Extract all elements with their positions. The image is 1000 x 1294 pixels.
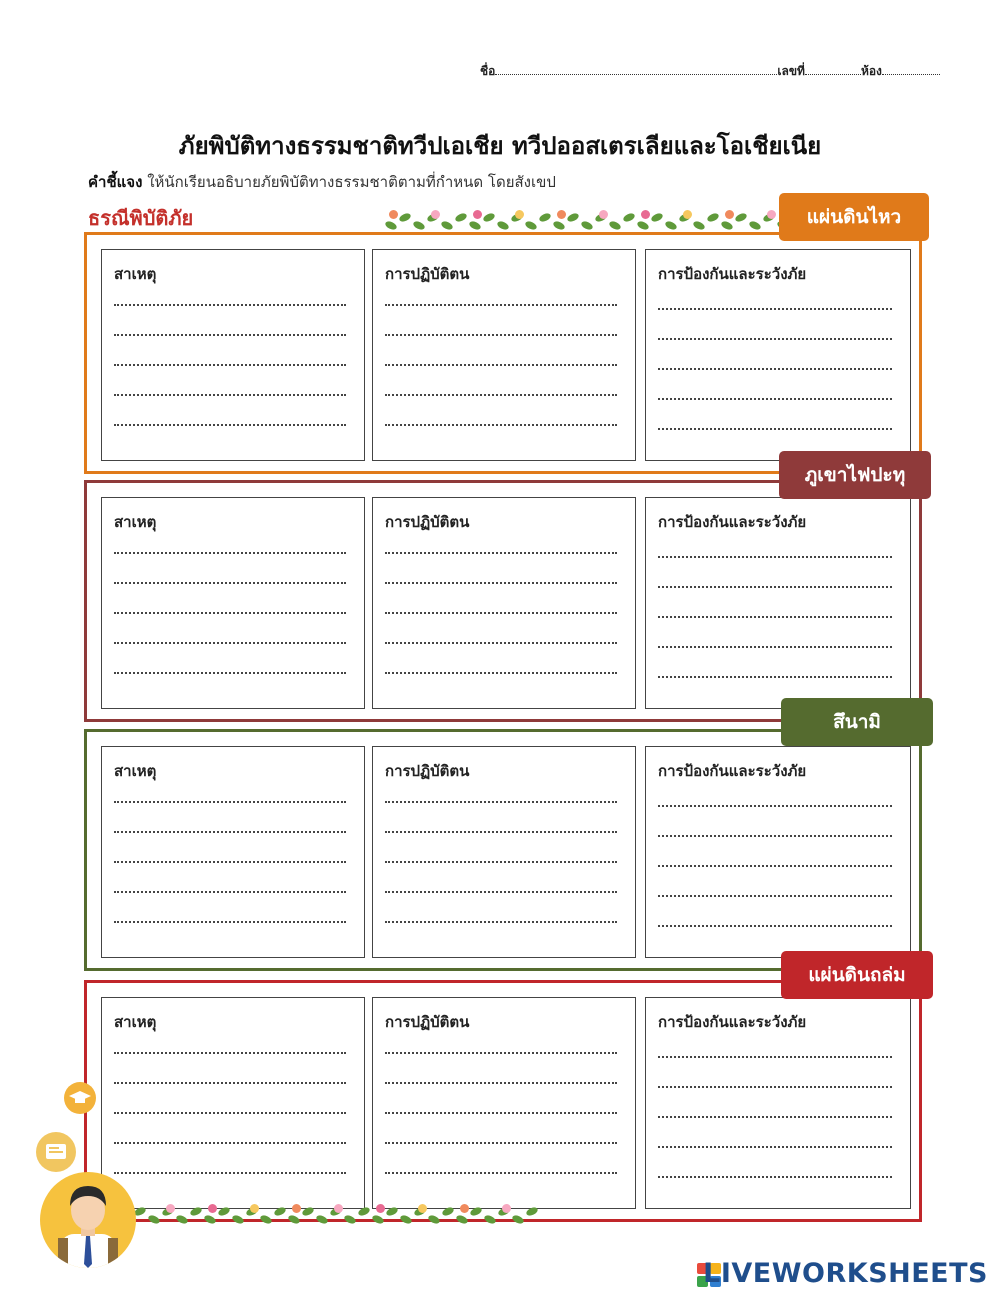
answer-line[interactable] [385, 1082, 617, 1084]
leaf-shape [273, 1206, 287, 1217]
answer-line[interactable] [114, 334, 346, 336]
answer-line[interactable] [658, 925, 892, 927]
notebook-icon [36, 1132, 76, 1172]
answer-box [101, 497, 365, 709]
instruction [88, 170, 556, 194]
section-heading: ธรณีพิบัติภัย [88, 206, 194, 230]
leaf-shape [203, 1214, 217, 1225]
flower-shape [418, 1204, 427, 1213]
leaf-shape [427, 1214, 441, 1225]
leaf-shape [441, 1206, 455, 1217]
leaf-shape [608, 220, 622, 231]
flower-shape [725, 210, 734, 219]
answer-line[interactable] [114, 364, 346, 366]
leaf-shape [259, 1214, 273, 1225]
column-label: การปฏิบัติตน [385, 513, 470, 531]
answer-box [372, 746, 636, 958]
answer-line[interactable] [658, 1176, 892, 1178]
leaf-shape [538, 212, 552, 223]
flower-shape [292, 1204, 301, 1213]
answer-box [101, 249, 365, 461]
name-input[interactable] [495, 64, 777, 75]
flower-shape [460, 1204, 469, 1213]
disaster-section [84, 464, 922, 722]
flower-vine-top [385, 208, 785, 234]
column-label: การปฏิบัติตน [385, 762, 470, 780]
answer-line[interactable] [658, 676, 892, 678]
flower-shape [389, 210, 398, 219]
column-label: สาเหตุ [114, 762, 157, 780]
leaf-shape [189, 1206, 203, 1217]
flower-shape [376, 1204, 385, 1213]
answer-box [645, 497, 911, 709]
answer-line[interactable] [114, 582, 346, 584]
name-label: ชื่อ [480, 64, 496, 78]
answer-line[interactable] [114, 394, 346, 396]
flower-shape [250, 1204, 259, 1213]
flower-shape [767, 210, 776, 219]
leaf-shape [706, 212, 720, 223]
column-label: สาเหตุ [114, 513, 157, 531]
column-label: การปฏิบัติตน [385, 265, 470, 283]
answer-line[interactable] [114, 861, 346, 863]
leaf-shape [482, 212, 496, 223]
leaf-shape [734, 212, 748, 223]
room-label: ห้อง [860, 64, 882, 78]
answer-box [101, 746, 365, 958]
leaf-shape [412, 220, 426, 231]
disaster-section [84, 964, 922, 1222]
answer-line[interactable] [385, 394, 617, 396]
answer-line[interactable] [385, 424, 617, 426]
answer-line[interactable] [385, 552, 617, 554]
leaf-shape [468, 220, 482, 231]
answer-line[interactable] [114, 612, 346, 614]
leaf-shape [720, 220, 734, 231]
number-input[interactable] [805, 64, 861, 75]
column-label: การปฏิบัติตน [385, 1013, 470, 1031]
answer-box [372, 249, 636, 461]
answer-line[interactable] [385, 831, 617, 833]
answer-box [101, 997, 365, 1209]
leaf-shape [301, 1206, 315, 1217]
flower-shape [502, 1204, 511, 1213]
answer-line[interactable] [385, 1142, 617, 1144]
leaf-shape [231, 1214, 245, 1225]
leaf-shape [357, 1206, 371, 1217]
leaf-shape [147, 1214, 161, 1225]
leaf-shape [664, 220, 678, 231]
leaf-shape [692, 220, 706, 231]
answer-line[interactable] [114, 672, 346, 674]
answer-line[interactable] [658, 556, 892, 558]
answer-line[interactable] [658, 586, 892, 588]
answer-line[interactable] [114, 552, 346, 554]
graduation-cap-icon [64, 1082, 96, 1114]
leaf-shape [399, 1214, 413, 1225]
student-info-line [480, 62, 940, 81]
answer-line[interactable] [658, 1146, 892, 1148]
answer-line[interactable] [114, 1082, 346, 1084]
leaf-shape [580, 220, 594, 231]
flower-shape [599, 210, 608, 219]
leaf-shape [650, 212, 664, 223]
flower-shape [473, 210, 482, 219]
flower-shape [334, 1204, 343, 1213]
leaf-shape [511, 1214, 525, 1225]
leaf-shape [496, 220, 510, 231]
leaf-shape [175, 1214, 189, 1225]
leaf-shape [398, 212, 412, 223]
answer-line[interactable] [114, 1172, 346, 1174]
leaf-shape [566, 212, 580, 223]
answer-box [645, 249, 911, 461]
flower-vine-bottom [120, 1202, 540, 1228]
answer-line[interactable] [385, 582, 617, 584]
flower-shape [641, 210, 650, 219]
column-label: การป้องกันและระวังภัย [658, 1013, 807, 1031]
disaster-tag: สึนามิ [781, 698, 933, 746]
answer-line[interactable] [658, 865, 892, 867]
worksheet-title: ภัยพิบัติทางธรรมชาติทวีปเอเชีย ทวีปออสเตรเลียและโอเชียเนีย [178, 132, 822, 160]
leaf-shape [217, 1206, 231, 1217]
answer-line[interactable] [114, 891, 346, 893]
answer-line[interactable] [385, 1172, 617, 1174]
flower-shape [683, 210, 692, 219]
answer-line[interactable] [658, 895, 892, 897]
answer-line[interactable] [658, 835, 892, 837]
answer-line[interactable] [114, 424, 346, 426]
leaf-shape [454, 212, 468, 223]
answer-line[interactable] [658, 308, 892, 310]
answer-line[interactable] [114, 1112, 346, 1114]
answer-line[interactable] [385, 801, 617, 803]
answer-line[interactable] [385, 1052, 617, 1054]
answer-line[interactable] [658, 646, 892, 648]
column-label: สาเหตุ [114, 265, 157, 283]
leaf-shape [524, 220, 538, 231]
answer-line[interactable] [385, 642, 617, 644]
instruction-label: คำชี้แจง [88, 173, 143, 191]
answer-line[interactable] [385, 891, 617, 893]
answer-line[interactable] [385, 861, 617, 863]
leaf-shape [385, 1206, 399, 1217]
column-label: สาเหตุ [114, 1013, 157, 1031]
answer-line[interactable] [385, 1112, 617, 1114]
leaf-shape [440, 220, 454, 231]
answer-line[interactable] [658, 398, 892, 400]
student-avatar-icon [40, 1172, 136, 1268]
answer-line[interactable] [114, 831, 346, 833]
answer-line[interactable] [658, 1056, 892, 1058]
answer-line[interactable] [658, 1086, 892, 1088]
leaf-shape [287, 1214, 301, 1225]
leaf-shape [469, 1206, 483, 1217]
column-label: การป้องกันและระวังภัย [658, 265, 807, 283]
disaster-tag: ภูเขาไฟปะทุ [779, 451, 931, 499]
answer-line[interactable] [658, 368, 892, 370]
flower-shape [208, 1204, 217, 1213]
leaf-shape [525, 1206, 539, 1217]
flower-shape [515, 210, 524, 219]
flower-shape [431, 210, 440, 219]
answer-line[interactable] [385, 364, 617, 366]
instruction-text: ให้นักเรียนอธิบายภัยพิบัติทางธรรมชาติตามที่กำหนด โดยสังเขป [147, 173, 556, 191]
answer-line[interactable] [114, 642, 346, 644]
answer-line[interactable] [658, 616, 892, 618]
disaster-section [84, 711, 922, 971]
answer-line[interactable] [658, 428, 892, 430]
answer-line[interactable] [385, 304, 617, 306]
answer-line[interactable] [385, 612, 617, 614]
answer-line[interactable] [114, 1142, 346, 1144]
column-label: การป้องกันและระวังภัย [658, 762, 807, 780]
leaf-shape [748, 220, 762, 231]
answer-line[interactable] [658, 805, 892, 807]
answer-box [645, 997, 911, 1209]
answer-line[interactable] [385, 921, 617, 923]
leaf-shape [371, 1214, 385, 1225]
leaf-shape [384, 220, 398, 231]
answer-box [372, 997, 636, 1209]
number-label: เลขที่ [777, 64, 805, 78]
answer-line[interactable] [385, 672, 617, 674]
flower-shape [557, 210, 566, 219]
leaf-shape [455, 1214, 469, 1225]
answer-line[interactable] [658, 338, 892, 340]
answer-line[interactable] [114, 801, 346, 803]
leaf-shape [636, 220, 650, 231]
leaf-shape [552, 220, 566, 231]
disaster-tag: แผ่นดินไหว [779, 193, 929, 241]
column-label: การป้องกันและระวังภัย [658, 513, 807, 531]
leaf-shape [622, 212, 636, 223]
answer-line[interactable] [114, 1052, 346, 1054]
answer-line[interactable] [658, 1116, 892, 1118]
brand-logo-text: LIVEWORKSHEETS [703, 1258, 988, 1289]
room-input[interactable] [882, 64, 940, 75]
answer-line[interactable] [114, 921, 346, 923]
answer-box [372, 497, 636, 709]
answer-line[interactable] [385, 334, 617, 336]
leaf-shape [343, 1214, 357, 1225]
leaf-shape [483, 1214, 497, 1225]
flower-shape [166, 1204, 175, 1213]
answer-box [645, 746, 911, 958]
disaster-tag: แผ่นดินถล่ม [781, 951, 933, 999]
leaf-shape [315, 1214, 329, 1225]
answer-line[interactable] [114, 304, 346, 306]
